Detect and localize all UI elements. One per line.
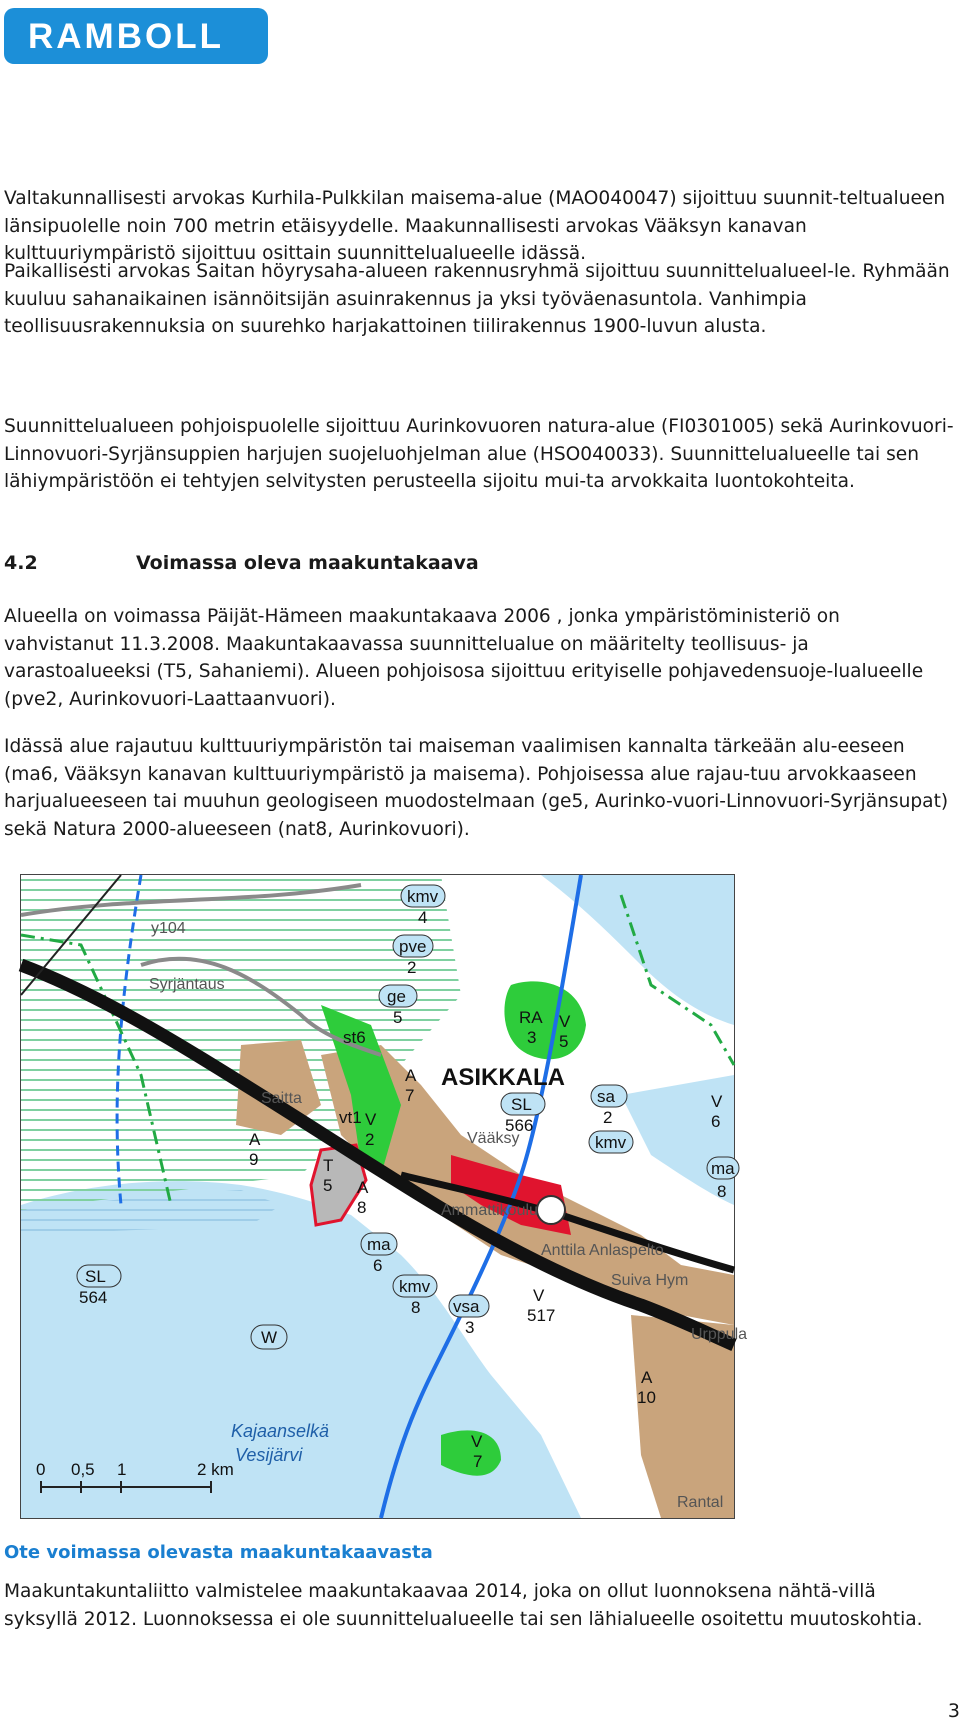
- code-sa2-value: 2: [603, 1108, 613, 1127]
- scale-tick-2km: 2 km: [197, 1460, 234, 1479]
- code-v7-label: V: [471, 1432, 483, 1451]
- place-rantal: Rantal: [677, 1494, 724, 1511]
- place-ammatti: Ammattikoulu: [441, 1202, 538, 1219]
- code-t5-label: T: [323, 1156, 334, 1175]
- code-v517-value: 517: [527, 1306, 556, 1325]
- scale-tick-05: 0,5: [71, 1460, 95, 1479]
- code-v5-label: V: [559, 1012, 571, 1031]
- code-vt1: vt1: [339, 1108, 362, 1127]
- code-vsa3-label: vsa: [453, 1297, 480, 1316]
- code-ma-east-label: ma: [711, 1159, 735, 1178]
- code-y104: y104: [151, 920, 186, 937]
- code-a7-label: A: [405, 1066, 417, 1085]
- code-sl564-label: SL: [85, 1267, 106, 1286]
- code-v517-label: V: [533, 1286, 545, 1305]
- code-kmv4-value: 4: [418, 908, 428, 927]
- regional-plan-map: [20, 874, 748, 1519]
- code-sl564-value: 564: [79, 1288, 108, 1307]
- code-v7-value: 7: [473, 1452, 483, 1471]
- scale-tick-0: 0: [36, 1460, 46, 1479]
- code-ra3-label: RA: [519, 1008, 543, 1027]
- code-kmv8-value: 8: [411, 1298, 421, 1317]
- code-w-label: W: [261, 1328, 278, 1347]
- code-kmv4-label: kmv: [407, 887, 439, 906]
- place-kajaanselka: Kajaanselkä: [231, 1421, 330, 1441]
- code-a9-value: 9: [249, 1150, 259, 1169]
- place-suva: Suiva Hym: [611, 1272, 689, 1289]
- code-v6-label: V: [711, 1092, 723, 1111]
- code-a7-value: 7: [405, 1086, 415, 1105]
- logo-text: RAMBOLL: [28, 17, 224, 56]
- place-urppula: Urppula: [691, 1326, 748, 1343]
- section-number: 4.2: [4, 552, 38, 574]
- code-t5-value: 5: [323, 1176, 333, 1195]
- map-caption: Ote voimassa olevasta maakuntakaavasta: [4, 1542, 433, 1563]
- code-ma6-label: ma: [367, 1235, 391, 1254]
- section-heading: [4, 552, 479, 574]
- code-ma-east: [707, 1157, 739, 1179]
- section-title: Voimassa oleva maakuntakaava: [136, 552, 479, 574]
- place-vesijarvi: Vesijärvi: [235, 1445, 303, 1465]
- place-asikkala: ASIKKALA: [441, 1064, 565, 1091]
- place-syrjantaus: Syrjäntaus: [149, 976, 225, 993]
- paragraph-landscape: Valtakunnallisesti arvokas Kurhila-Pulkkilan maisema-alue (MAO040047) sijoittuu suunnit-teltualueen länsipuolelle noin 700 metrin etäisyydelle. Maakunnallisesti arvokas Vääksyn kanavan kulttuuriympäristö sijoittuu osittain suunnittelualueelle idässä.: [4, 188, 946, 264]
- code-a10-label: A: [641, 1368, 653, 1387]
- code-vsa3-value: 3: [465, 1318, 475, 1337]
- code-ra3-value: 3: [527, 1028, 537, 1047]
- paragraph-saitta: Paikallisesti arvokas Saitan höyrysaha-alueen rakennusryhmä sijoittuu suunnittelualueel-le. Ryhmään kuuluu sahanaikainen isännöitsijän asuinrakennus ja yksi työväenasuntola. Vanhimpia teollisuusrakennuksia on suurehko harjakattoinen tiilirakennus 1900-luvun alusta.: [4, 261, 950, 337]
- code-a8-label: A: [357, 1178, 369, 1197]
- ramboll-logo: [4, 8, 268, 64]
- paragraph-boundary: Idässä alue rajautuu kulttuuriympäristön tai maiseman vaalimisen kannalta tärkeään alu-eeseen (ma6, Vääksyn kanavan kulttuuriympäristö ja maisema). Pohjoisessa alue rajau-tuu arvokkaaseen harjualueeseen tai muuhun geologiseen muodostelmaan (ge5, Aurinko-vuori-Linnovuori-Syrjänsupat) sekä Natura 2000-alueeseen (nat8, Aurinkovuori).: [4, 736, 949, 840]
- code-v5-value: 5: [559, 1032, 569, 1051]
- code-st6: st6: [343, 1028, 366, 1047]
- code-v2-value: 2: [365, 1130, 375, 1149]
- code-ma6-value: 6: [373, 1256, 383, 1275]
- place-vaaksy: Vääksy: [467, 1130, 520, 1147]
- paragraph-natura: Suunnittelualueen pohjoispuolelle sijoittuu Aurinkovuoren natura-alue (FI0301005) sekä Aurinkovuori-Linnovuori-Syrjänsuppien harjujen suojeluohjelman alue (HSO040033). Suunnittelualueelle tai sen lähiympäristöön ei tehtyjen selvitysten perusteella sijoitu mui-ta arvokkaita luontokohteita.: [4, 416, 954, 492]
- code-sl566-label: SL: [511, 1095, 532, 1114]
- code-kmv6: [589, 1131, 633, 1153]
- place-anttila: Anttila Anlaspelto: [541, 1242, 664, 1259]
- code-ge5-value: 5: [393, 1008, 403, 1027]
- code-v2-label: V: [365, 1110, 377, 1129]
- code-pve2-value: 2: [407, 958, 417, 977]
- paragraph-plan: Alueella on voimassa Päijät-Hämeen maakuntakaava 2006 , jonka ympäristöministeriö on vahvistanut 11.3.2008. Maakuntakaavassa suunnittelualue on määritelty teollisuus- ja varastoalueeksi (T5, Sahaniemi). Alueen pohjoisosa sijoittuu erityiselle pohjavedensuoje-lualueelle (pve2, Aurinkovuori-Laattaanvuori).: [4, 606, 924, 710]
- paragraph-new-plan: Maakuntakuntaliitto valmistelee maakuntakaavaa 2014, joka on ollut luonnoksena nähtä-villä syksyllä 2012. Luonnoksessa ei ole suunnittelualueelle tai sen lähialueelle osoitettu muutoskohtia.: [4, 1581, 923, 1630]
- code-ge5-label: ge: [387, 987, 406, 1006]
- code-a9-label: A: [249, 1130, 261, 1149]
- code-a10-value: 10: [637, 1388, 656, 1407]
- scale-tick-1: 1: [117, 1460, 127, 1479]
- code-v6-value: 6: [711, 1112, 721, 1131]
- code-a8-value: 8: [357, 1198, 367, 1217]
- code-w: [251, 1325, 287, 1349]
- page-number: 3: [947, 1700, 960, 1722]
- code-pve2-label: pve: [399, 937, 427, 956]
- code-kmv6-label: kmv: [595, 1133, 627, 1152]
- code-kmv8-label: kmv: [399, 1277, 431, 1296]
- code-sa2-label: sa: [597, 1087, 615, 1106]
- place-saitta: Saitta: [261, 1090, 302, 1107]
- code-8-east: 8: [717, 1182, 727, 1201]
- code-sl566-value: 566: [505, 1116, 534, 1135]
